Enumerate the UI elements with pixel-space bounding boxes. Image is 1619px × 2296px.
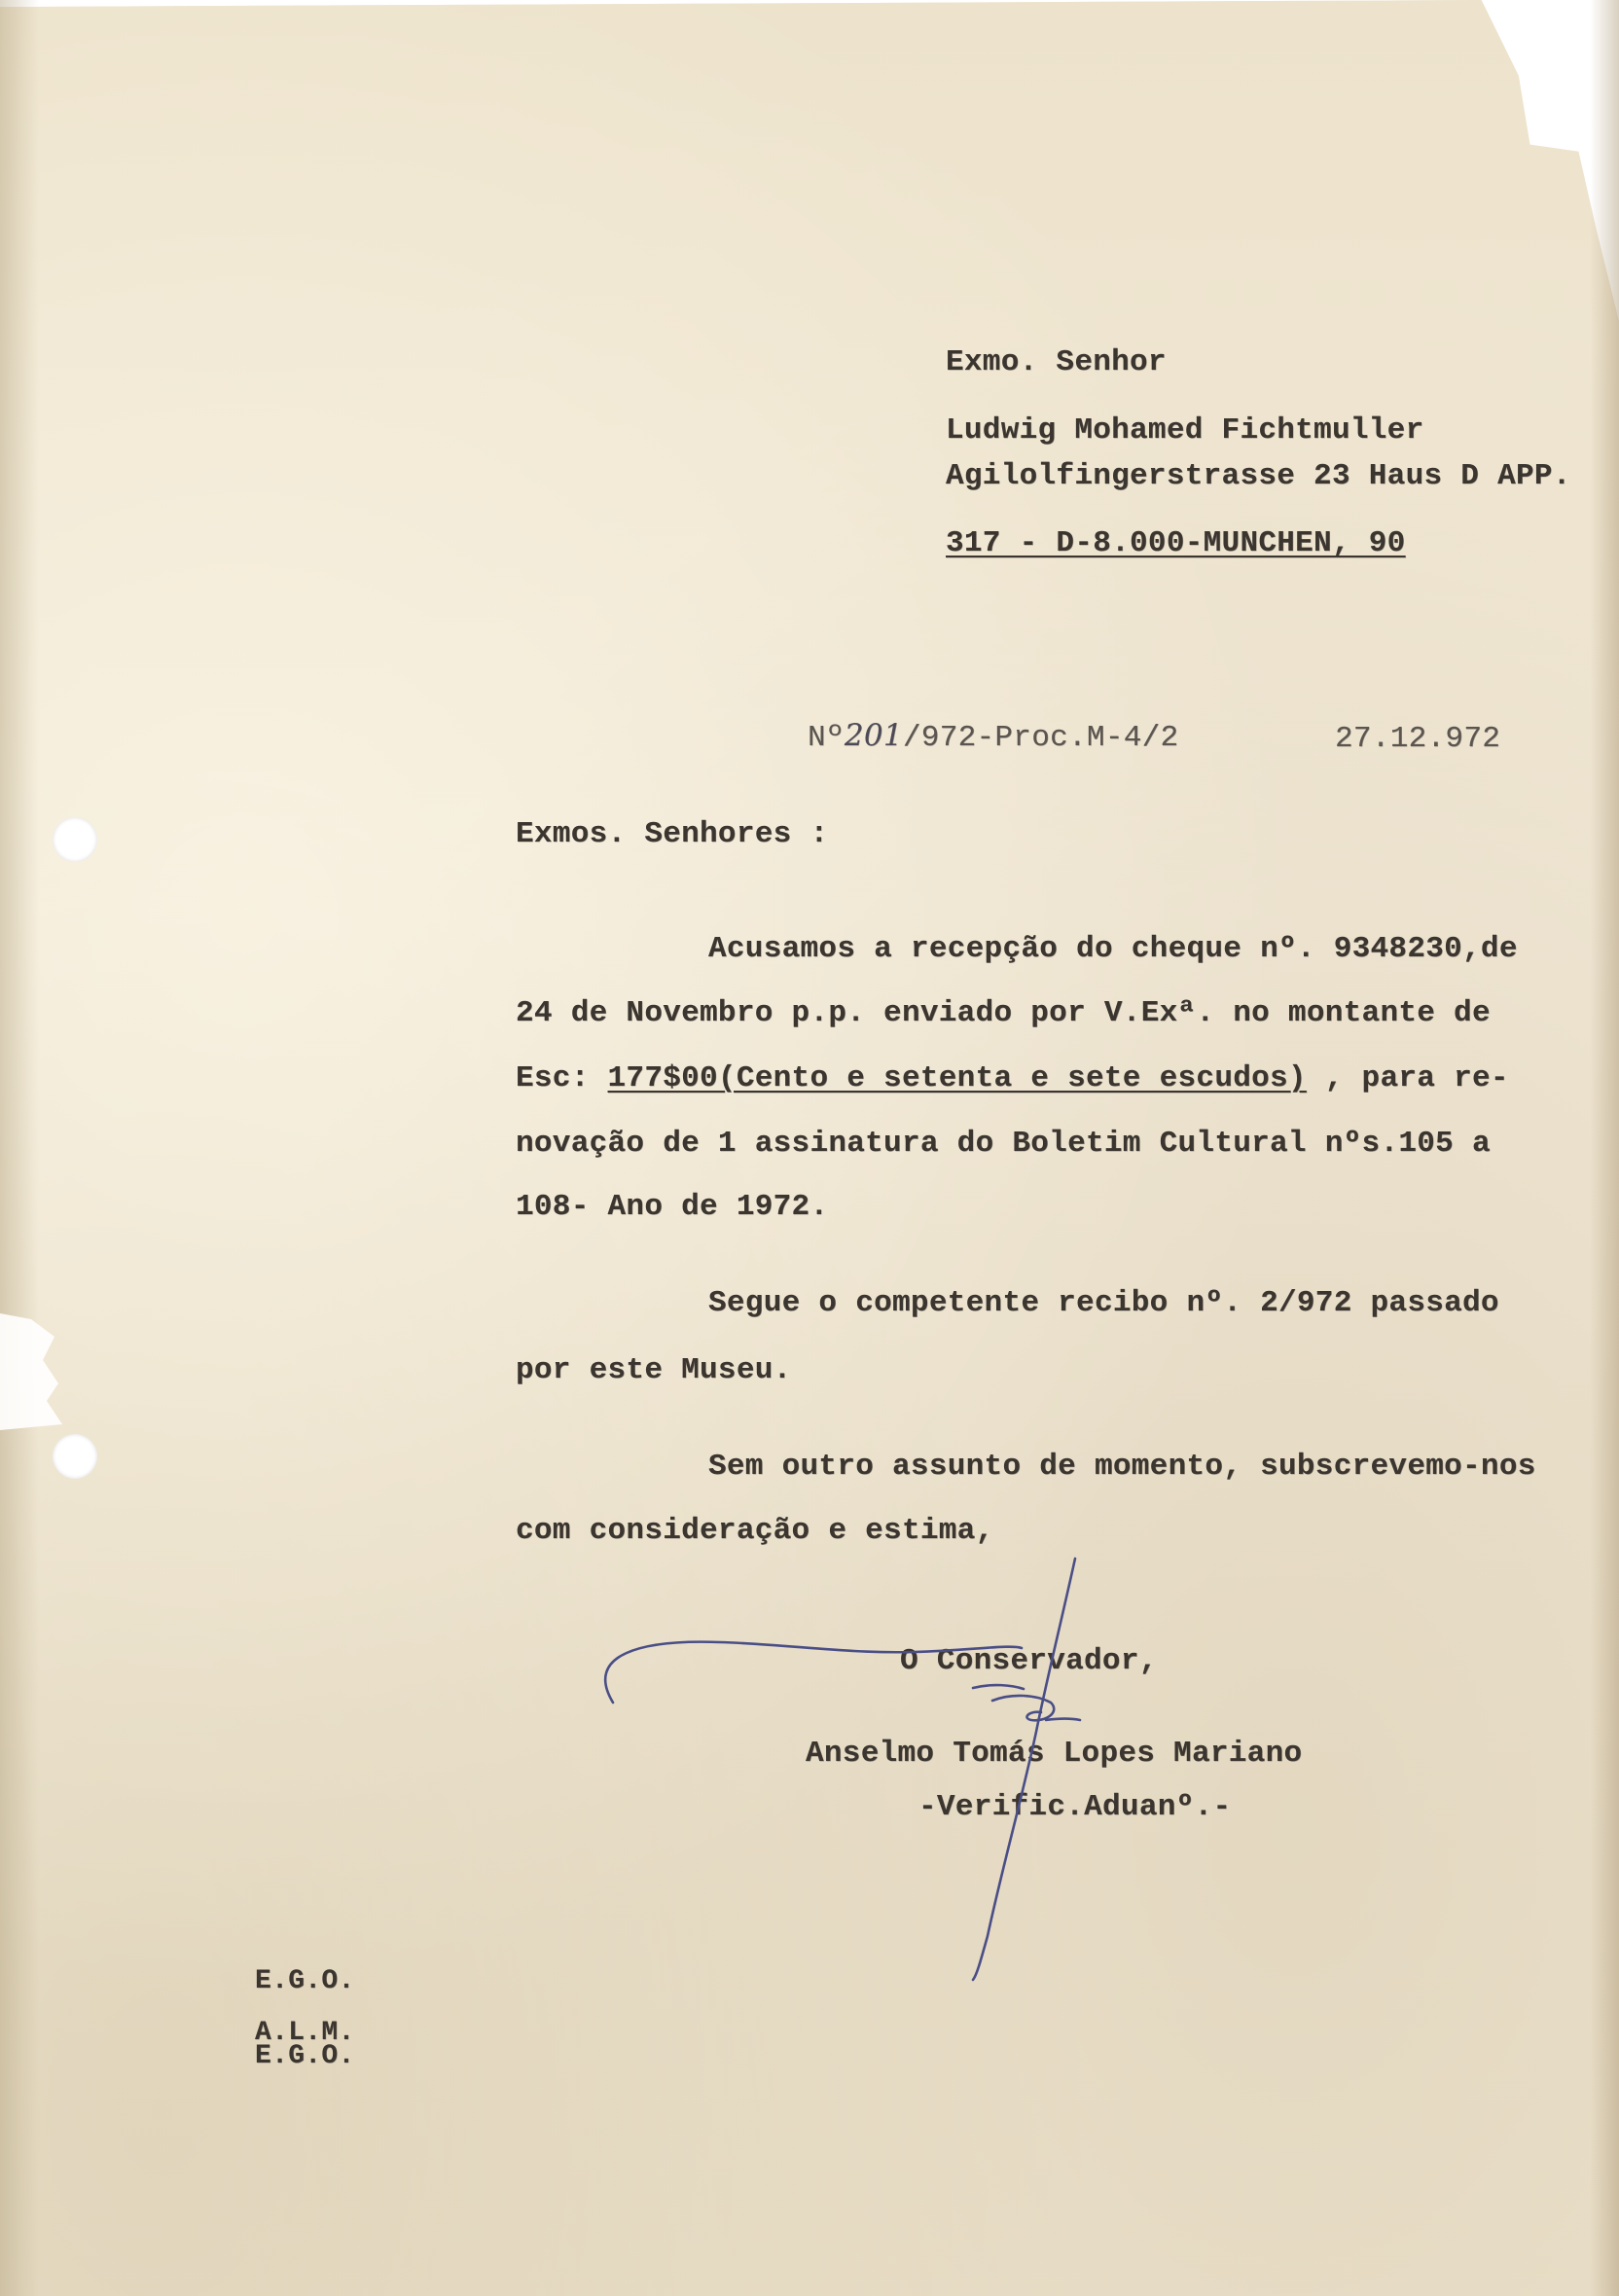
initials-line-3: E.G.O. bbox=[255, 2041, 355, 2071]
paragraph-3-line-1: Sem outro assunto de momento, subscrevemo-nos bbox=[708, 1450, 1536, 1484]
initials-line-1: E.G.O. bbox=[255, 1966, 355, 1996]
recipient-street: Agilolfingerstrasse 23 Haus D APP. bbox=[946, 459, 1571, 493]
paragraph-1-line-3 bbox=[516, 1061, 1509, 1095]
reference-number bbox=[808, 718, 1178, 755]
reference-number-prefix: Nº bbox=[808, 721, 845, 755]
paper-right-edge-shadow bbox=[1590, 0, 1619, 2296]
signer-name: Anselmo Tomás Lopes Mariano bbox=[806, 1737, 1303, 1771]
paragraph-1-line-5: 108- Ano de 1972. bbox=[516, 1190, 829, 1224]
signature-stroke-sweep bbox=[605, 1642, 1022, 1703]
paragraph-2-line-1: Segue o competente recibo nº. 2/972 passado bbox=[708, 1286, 1499, 1320]
paragraph-1-line-1: Acusamos a recepção do cheque nº. 9348230,de bbox=[708, 932, 1518, 966]
punch-hole-bottom bbox=[53, 1434, 97, 1479]
paper-left-edge-shadow bbox=[0, 0, 39, 2296]
paragraph-1-line-4: novação de 1 assinatura do Boletim Cultural nºs.105 a bbox=[516, 1127, 1491, 1161]
paragraph-3-line-2: com consideração e estima, bbox=[516, 1514, 994, 1548]
recipient-salutation: Exmo. Senhor bbox=[946, 345, 1167, 379]
signature-stroke-tail bbox=[1046, 1719, 1080, 1721]
recipient-city-line: 317 - D-8.000-MUNCHEN, 90 bbox=[946, 526, 1406, 560]
signer-role: -Verific.Aduanº.- bbox=[918, 1790, 1232, 1824]
signature-stroke-downstroke bbox=[973, 1559, 1075, 1980]
reference-number-handwritten: 201 bbox=[844, 718, 903, 753]
amount-text: 177$00(Cento e setenta e sete escudos) bbox=[607, 1061, 1307, 1095]
paragraph-2-line-2: por este Museu. bbox=[516, 1353, 792, 1387]
reference-number-suffix: /972-Proc.M-4/2 bbox=[902, 721, 1179, 755]
signature-title: O Conservador, bbox=[900, 1644, 1158, 1678]
letter-date: 27.12.972 bbox=[1335, 722, 1501, 756]
initials-line-2: A.L.M. bbox=[255, 2018, 355, 2048]
punch-hole-top bbox=[53, 817, 97, 862]
currency-prefix: Esc: bbox=[516, 1061, 608, 1095]
paragraph-1-line-2: 24 de Novembro p.p. enviado por V.Exª. no montante de bbox=[516, 996, 1491, 1030]
greeting: Exmos. Senhores : bbox=[516, 817, 829, 851]
paragraph-1-line-3-suffix: , para re- bbox=[1306, 1061, 1509, 1095]
recipient-name: Ludwig Mohamed Fichtmuller bbox=[946, 413, 1424, 448]
handwritten-signature bbox=[603, 1547, 1109, 1985]
